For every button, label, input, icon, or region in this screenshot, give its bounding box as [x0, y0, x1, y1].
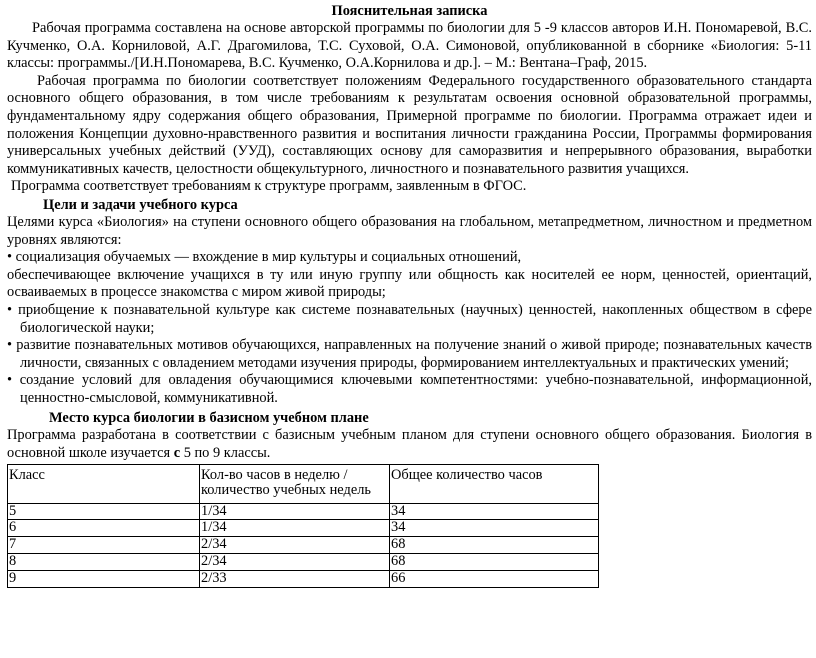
hours-table [7, 464, 599, 588]
table-row [8, 520, 599, 537]
cell-hours-per-week: 2/33 [200, 570, 390, 587]
header-class: Класс [8, 464, 200, 503]
document-page [7, 2, 812, 588]
cell-class: 7 [8, 537, 200, 554]
goal-item-cognitive-culture: • приобщение к познавательной культуре как системе познавательных (научных) ценностей, накопленных обществом в сфере биологической науки; [7, 301, 812, 336]
page-title: Пояснительная записка [331, 3, 488, 19]
table-header-row [8, 464, 599, 503]
goal-item-socialization: • социализация обучаемых — вхождение в мир культуры и социальных отношений, [7, 249, 522, 266]
cell-class: 5 [8, 503, 200, 520]
cell-class: 9 [8, 570, 200, 587]
table-row [8, 570, 599, 587]
place-heading: Место курса биологии в базисном учебном плане [49, 410, 369, 427]
cell-hours-per-week: 1/34 [200, 503, 390, 520]
cell-class: 8 [8, 554, 200, 571]
standard-paragraph: Рабочая программа по биологии соответствует положениям Федерального государственного образовательного стандарта основного общего образования, в том числе требованиям к результатам освоения основной образовательной программы, фундаментальному ядру содержания общего образования, Примерной программе по биологии. Программа отражает идеи и положения Концепции духовно-нравственного развития и воспитания личности гражданина России, Программы формирования универсальных учебных действий (УУД), составляющих основу для саморазвития и непрерывного образования, выработки коммуникативных качеств, целостности общекультурного, личностного и познавательного развития учащихся. [7, 72, 812, 177]
goals-heading: Цели и задачи учебного курса [43, 196, 238, 213]
goal-item-motivation: • развитие познавательных мотивов обучающихся, направленных на получение знаний о живой природе; познавательных качеств личности, связанных с овладением методами изучения природы, формированием интеллектуальных и практических умений; [7, 337, 812, 371]
goals-intro: Целями курса «Биология» на ступени основного общего образования на глобальном, метапредметном, личностном и предметном уровнях являются: [7, 213, 812, 248]
place-paragraph-bold: с [173, 445, 181, 462]
table-row [8, 503, 599, 520]
header-hours-per-week: Кол-во часов в неделю / количество учебных недель [200, 464, 390, 503]
place-paragraph [7, 427, 812, 462]
cell-total-hours: 68 [390, 537, 599, 554]
cell-total-hours: 34 [390, 503, 599, 520]
intro-paragraph: Рабочая программа составлена на основе авторской программы по биологии для 5 -9 классов авторов И.Н. Пономаревой, В.С. Кучменко, О.А. Корниловой, А.Г. Драгомилова, Т.С. Суховой, О.А. Симоновой, опубликованной в сборнике «Биология: 5-11 классы: программы./[И.Н.Пономарева, В.С. Кучменко, О.А.Корнилова и др.]. – М.: Вентана–Граф, 2015. [7, 20, 812, 72]
cell-total-hours: 68 [390, 554, 599, 571]
goal-item-competences: • создание условий для овладения обучающимися ключевыми компетентностями: учебно-познавательной, информационной, ценностно-смысловой, коммуникативной. [7, 372, 812, 406]
header-total-hours: Общее количество часов [390, 464, 599, 503]
cell-class: 6 [8, 520, 200, 537]
goal-item-socialization-cont: обеспечивающее включение учащихся в ту или иную группу или общность как носителей ее норм, ценностей, ориентаций, осваиваемых в процессе знакомства с миром живой природы; [7, 266, 812, 301]
cell-total-hours: 66 [390, 570, 599, 587]
cell-hours-per-week: 2/34 [200, 554, 390, 571]
place-paragraph-text-a: Программа разработана в соответствии с базисным учебным планом для ступени основного общего образования. Биология в основной школе изучается [7, 427, 812, 462]
cell-total-hours: 34 [390, 520, 599, 537]
cell-hours-per-week: 1/34 [200, 520, 390, 537]
table-row [8, 554, 599, 571]
table-row [8, 537, 599, 554]
cell-hours-per-week: 2/34 [200, 537, 390, 554]
fgos-paragraph: Программа соответствует требованиям к структуре программ, заявленным в ФГОС. [11, 178, 527, 195]
place-paragraph-text-b: 5 по 9 классы. [180, 445, 271, 462]
